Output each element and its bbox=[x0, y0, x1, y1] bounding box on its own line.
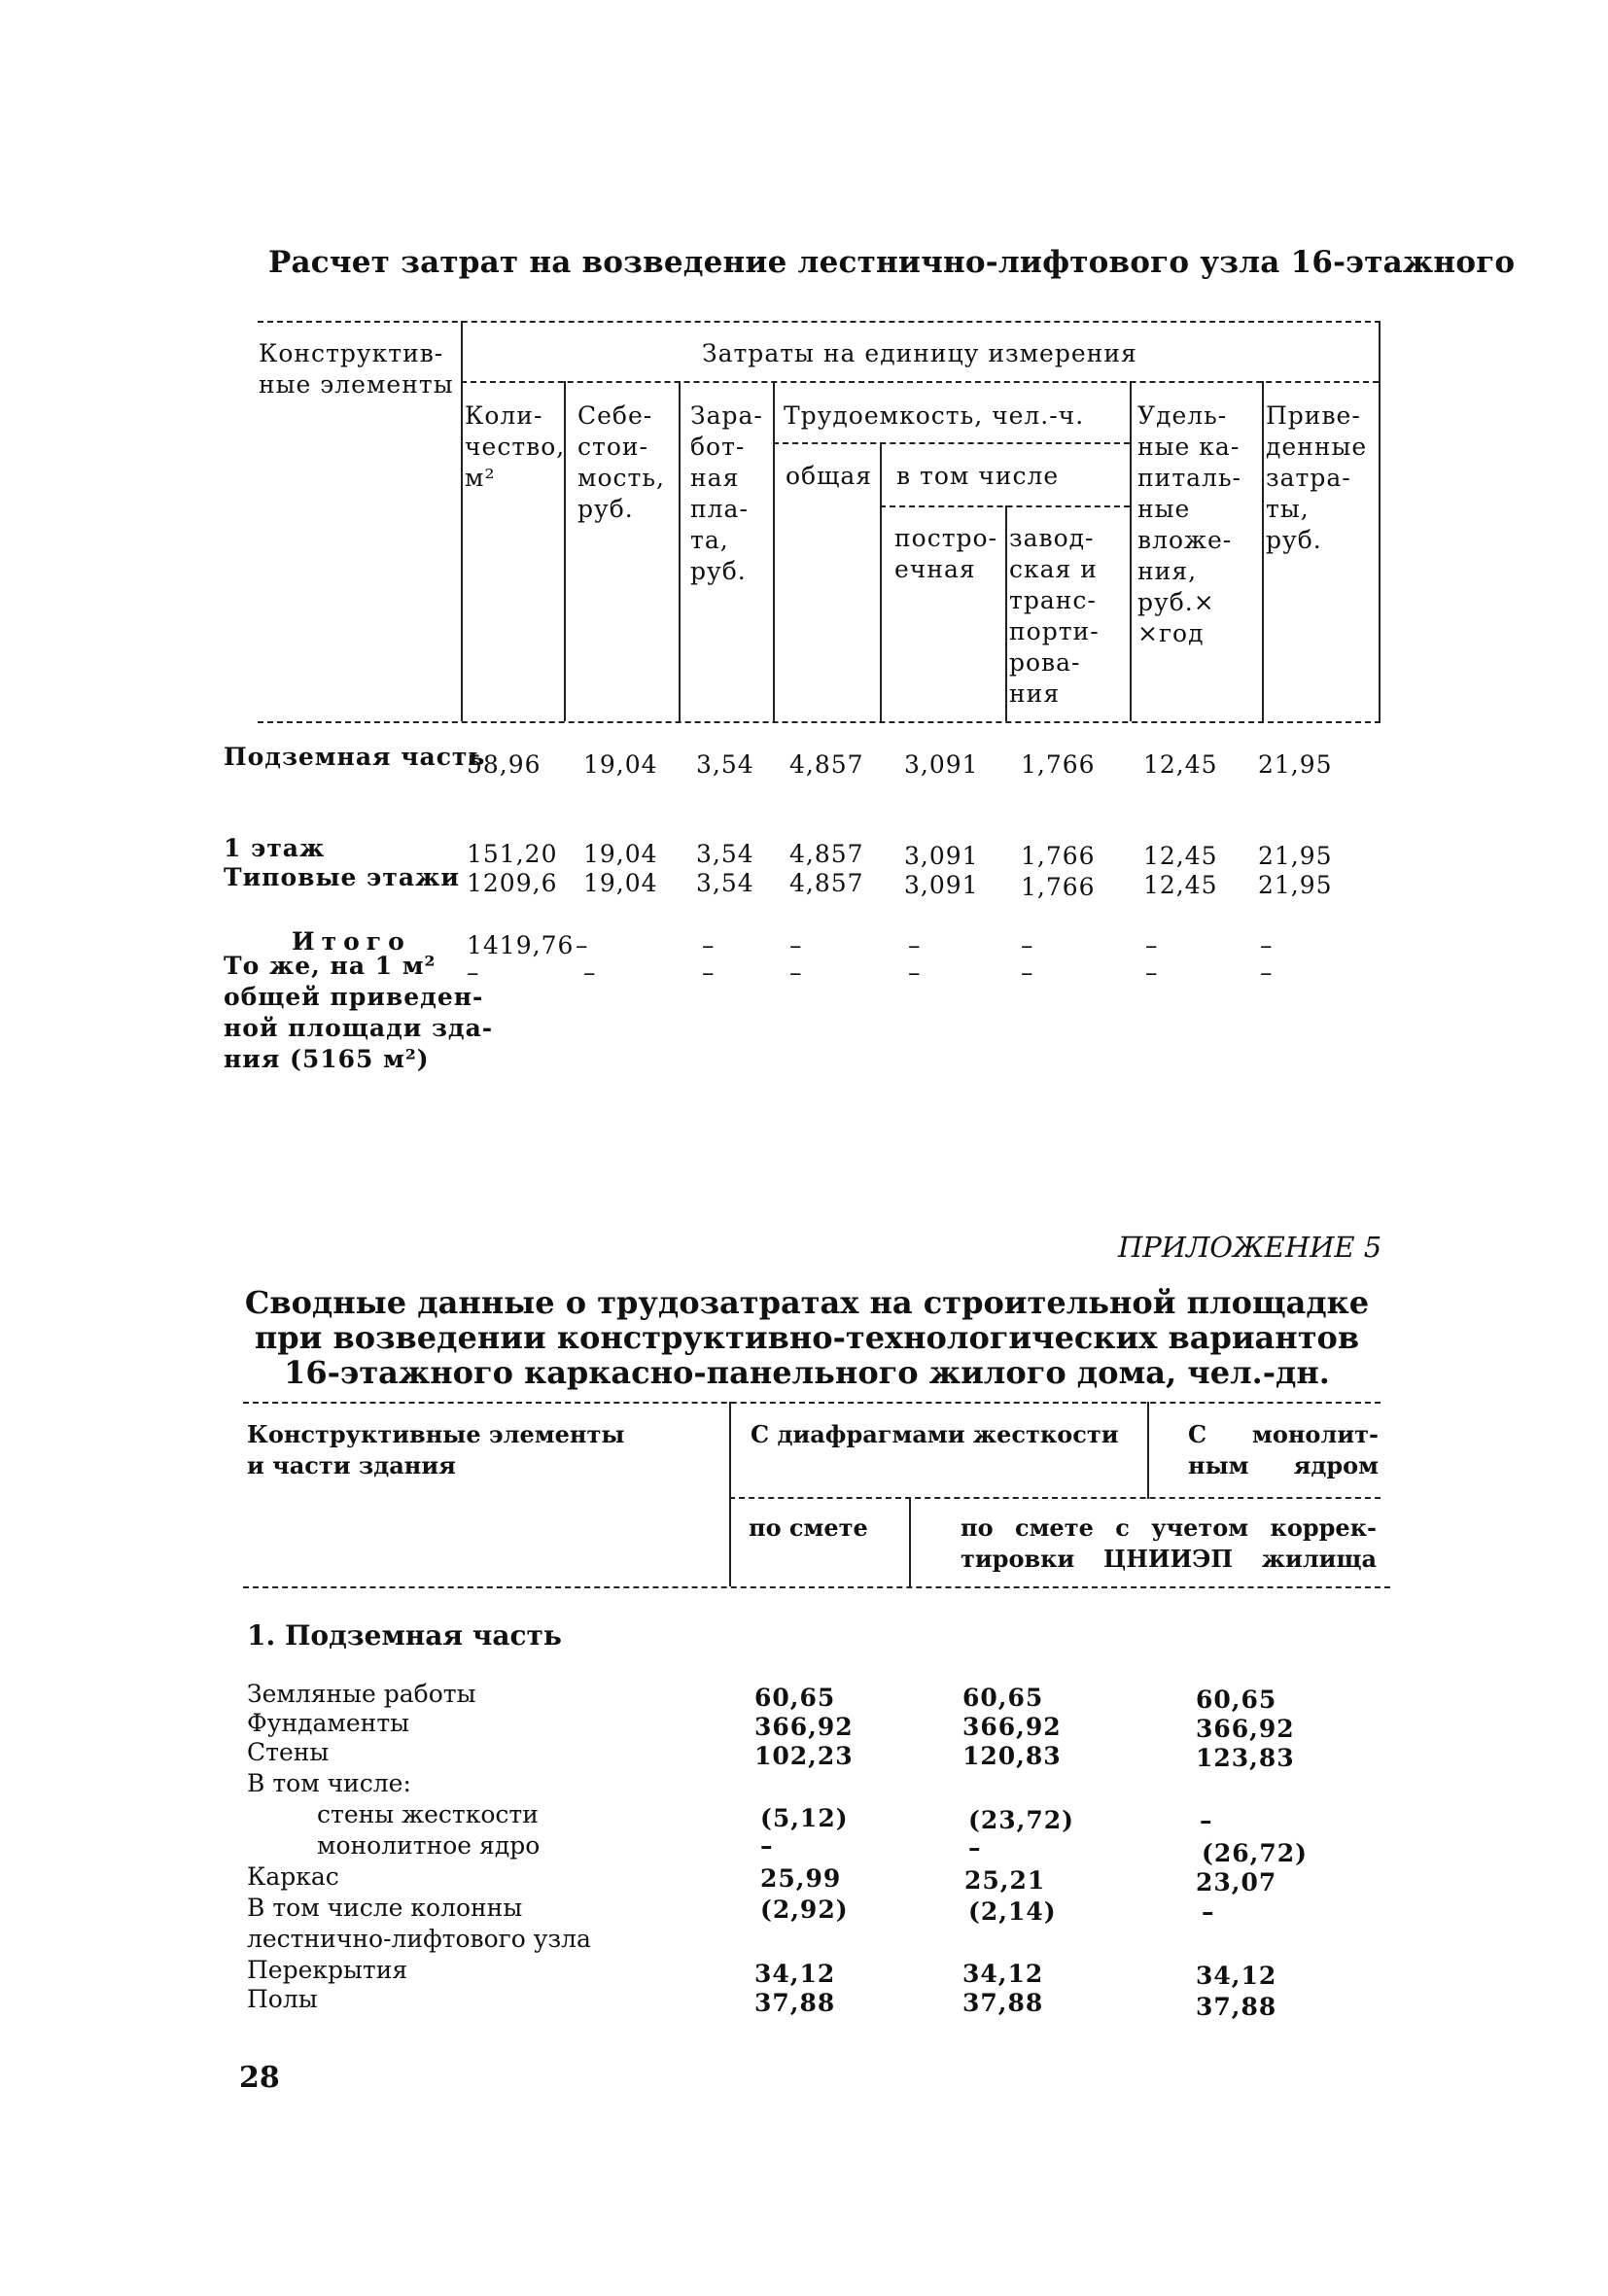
t2-cell: 60,65 bbox=[962, 1684, 1044, 1712]
t2-cell: 37,88 bbox=[1196, 1993, 1277, 2021]
table2-estimate-divider bbox=[909, 1497, 911, 1586]
t1-cell: 4,857 bbox=[789, 840, 864, 868]
appendix-title: Сводные данные о трудозатратах на строительной площадке при возведении конструктивно-технологических вариантов 16-этажного каркасно-панельного жилого дома, чел.-дн. bbox=[244, 1284, 1370, 1391]
t2-cell: – bbox=[1202, 1897, 1215, 1926]
t1-cell: – bbox=[1145, 958, 1159, 987]
t2-cell: (5,12) bbox=[760, 1804, 849, 1832]
t2-cell: 37,88 bbox=[962, 1989, 1044, 2017]
table2-top-rule bbox=[243, 1402, 1381, 1404]
t1-cell: 1,766 bbox=[1021, 873, 1096, 901]
t1-header-labor: Трудоемкость, чел.-ч. bbox=[784, 401, 1085, 430]
t2-cell: 102,23 bbox=[754, 1742, 854, 1770]
table1-col-divider-2 bbox=[679, 381, 681, 721]
table1-labor-rule bbox=[773, 442, 1130, 444]
table2-elements-divider bbox=[729, 1402, 731, 1586]
t1-cell: 3,091 bbox=[904, 750, 979, 779]
t2-row-label: В том числе: bbox=[247, 1769, 411, 1797]
t1-header-costs: Затраты на единицу измерения bbox=[702, 339, 1137, 367]
t2-cell: 123,83 bbox=[1196, 1744, 1295, 1772]
t1-cell: 1419,76 bbox=[467, 931, 575, 959]
t1-cell: – bbox=[1260, 958, 1274, 987]
t2-row-label: Каркас bbox=[247, 1862, 339, 1891]
t1-header-capital: Удель- ные ка- питаль- ные вложе- ния, руб.× ×год bbox=[1137, 401, 1241, 647]
t2-header-diaphragm: С диафрагмами жесткости bbox=[751, 1420, 1119, 1448]
t2-row-label: Стены bbox=[247, 1738, 330, 1766]
t1-cell: 151,20 bbox=[467, 840, 558, 868]
t2-cell: 25,21 bbox=[964, 1866, 1046, 1895]
t1-header-reduced: Приве- денные затра- ты, руб. bbox=[1266, 401, 1368, 554]
table1-title: Расчет затрат на возведение лестнично-лифтового узла 16-этажного bbox=[268, 245, 1516, 280]
t1-row-label: Подземная часть bbox=[224, 743, 486, 771]
t1-cell: 1,766 bbox=[1021, 750, 1096, 779]
t1-cell: – bbox=[908, 931, 922, 959]
t1-cell: 12,45 bbox=[1143, 871, 1218, 899]
t2-row-label: В том числе колонны bbox=[247, 1894, 523, 1922]
t1-row-label-per-m2: То же, на 1 м² общей приведен- ной площади зда- ния (5165 м²) bbox=[224, 952, 494, 1073]
t1-header-elements: Конструктив- ные элементы bbox=[259, 339, 454, 399]
table1-col-divider-3 bbox=[773, 381, 775, 721]
table1-subheader-rule bbox=[461, 381, 1379, 383]
table1-bottom-rule bbox=[258, 721, 1381, 723]
t2-cell: 23,07 bbox=[1196, 1868, 1277, 1896]
t2-row-label: Фундаменты bbox=[247, 1709, 410, 1737]
table1-col-divider-5 bbox=[1262, 381, 1264, 721]
t1-header-wage: Зара- бот- ная пла- та, руб. bbox=[690, 401, 763, 585]
t2-row-label: Перекрытия bbox=[247, 1956, 408, 1984]
t2-cell: 366,92 bbox=[1196, 1715, 1295, 1743]
t2-cell: 34,12 bbox=[754, 1960, 836, 1988]
t1-cell: – bbox=[789, 931, 803, 959]
t2-cell: 60,65 bbox=[1196, 1686, 1277, 1714]
t1-cell: 21,95 bbox=[1258, 842, 1333, 870]
t2-cell: – bbox=[1200, 1806, 1213, 1834]
t1-cell: – bbox=[1260, 931, 1274, 959]
table2-header-bottom-rule bbox=[243, 1586, 1390, 1588]
t1-cell: 3,091 bbox=[904, 842, 979, 870]
t2-cell: – bbox=[968, 1833, 982, 1861]
t1-cell: 21,95 bbox=[1258, 871, 1333, 899]
t2-cell: 25,99 bbox=[760, 1864, 842, 1893]
t2-cell: 34,12 bbox=[1196, 1962, 1277, 1990]
t1-row-label: 1 этаж bbox=[224, 834, 326, 862]
t1-cell: 4,857 bbox=[789, 750, 864, 779]
t2-cell: 34,12 bbox=[962, 1960, 1044, 1988]
t1-cell: – bbox=[702, 931, 716, 959]
t1-cell: 3,54 bbox=[696, 869, 754, 897]
t1-header-including: в том числе bbox=[896, 462, 1060, 490]
t1-cell: 21,95 bbox=[1258, 750, 1333, 779]
t2-row-label: лестнично-лифтового узла bbox=[247, 1925, 591, 1953]
table1-right-border bbox=[1379, 321, 1381, 721]
t2-cell: 366,92 bbox=[754, 1713, 854, 1741]
t1-row-label: Типовые этажи bbox=[224, 863, 460, 891]
t2-row-label: монолитное ядро bbox=[317, 1831, 541, 1860]
t1-cell: – bbox=[1021, 958, 1034, 987]
t2-cell: (26,72) bbox=[1202, 1839, 1308, 1867]
t1-cell: 3,54 bbox=[696, 750, 754, 779]
page-number: 28 bbox=[239, 2061, 280, 2095]
t1-cell: – bbox=[1021, 931, 1034, 959]
t1-cell: 3,091 bbox=[904, 871, 979, 899]
t1-cell: – bbox=[908, 958, 922, 987]
table1-col-divider-7 bbox=[1005, 505, 1007, 721]
t2-header-monolith: С монолит- ным ядром bbox=[1188, 1420, 1379, 1479]
appendix-label: ПРИЛОЖЕНИЕ 5 bbox=[1118, 1231, 1382, 1264]
t2-header-by-estimate: по смете bbox=[749, 1513, 868, 1542]
t1-header-total: общая bbox=[786, 462, 873, 490]
t1-row-label-total: Итого bbox=[292, 927, 411, 956]
t2-cell: (2,14) bbox=[968, 1897, 1057, 1926]
table1-top-rule bbox=[258, 321, 1381, 323]
t1-cell: – bbox=[583, 958, 597, 987]
t1-header-quantity: Коли- чество, м² bbox=[465, 401, 566, 492]
t1-cell: 3,54 bbox=[696, 840, 754, 868]
t2-cell: (23,72) bbox=[968, 1806, 1074, 1834]
t1-cell: 58,96 bbox=[467, 750, 542, 779]
t2-row-label: Полы bbox=[247, 1985, 318, 2013]
t2-row-label: стены жесткости bbox=[317, 1800, 539, 1828]
t2-header-by-estimate-corr: по смете с учетом коррек- тировки ЦНИИЭП жилища bbox=[961, 1513, 1377, 1573]
t1-cell: 1209,6 bbox=[467, 869, 558, 897]
table2-subheader-rule bbox=[729, 1497, 1381, 1499]
table1-col-divider-4 bbox=[1130, 381, 1132, 721]
t1-cell: 19,04 bbox=[583, 750, 658, 779]
t2-row-label: Земляные работы bbox=[247, 1680, 476, 1708]
t2-cell: 366,92 bbox=[962, 1713, 1062, 1741]
t1-cell: 1,766 bbox=[1021, 842, 1096, 870]
t1-header-construction: постро- ечная bbox=[894, 524, 998, 583]
t1-cell: – bbox=[702, 958, 716, 987]
t1-cell: 4,857 bbox=[789, 869, 864, 897]
t1-cell: – bbox=[789, 958, 803, 987]
table1-col-divider-6 bbox=[880, 442, 882, 721]
t2-cell: – bbox=[760, 1831, 774, 1860]
t2-cell: (2,92) bbox=[760, 1896, 849, 1924]
t1-cell: 12,45 bbox=[1143, 842, 1218, 870]
t1-cell: – bbox=[1145, 931, 1159, 959]
t2-section-title: 1. Подземная часть bbox=[247, 1619, 562, 1652]
table2-variant-divider bbox=[1147, 1402, 1149, 1499]
t1-cell: – bbox=[576, 931, 589, 959]
t1-cell: 19,04 bbox=[583, 869, 658, 897]
t1-header-factory: завод- ская и транс- порти- рова- ния bbox=[1009, 524, 1100, 708]
t2-cell: 120,83 bbox=[962, 1742, 1062, 1770]
t2-header-elements: Конструктивные элементы и части здания bbox=[247, 1420, 625, 1479]
t2-cell: 37,88 bbox=[754, 1989, 836, 2017]
t1-cell: 19,04 bbox=[583, 840, 658, 868]
t1-cell: – bbox=[467, 958, 480, 987]
t1-cell: 12,45 bbox=[1143, 750, 1218, 779]
t1-header-cost: Себе- стои- мость, руб. bbox=[577, 401, 665, 523]
t2-cell: 60,65 bbox=[754, 1684, 836, 1712]
